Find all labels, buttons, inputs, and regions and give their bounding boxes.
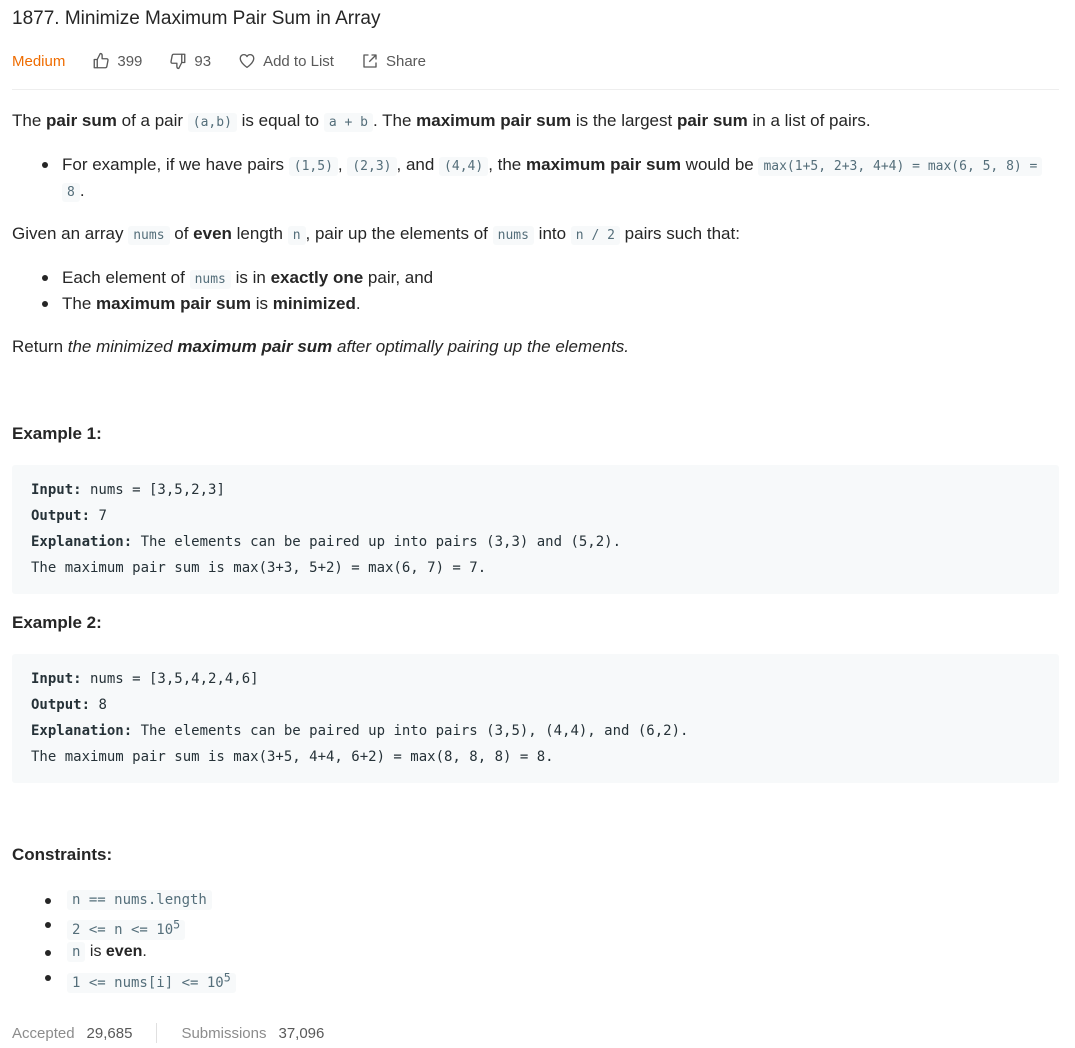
explanation-text: The elements can be paired up into pairs (3,5), (4,4), and (6,2). <box>132 723 689 739</box>
inline-code: (a,b) <box>188 113 237 132</box>
dislike-button[interactable] <box>169 52 211 70</box>
text: 2 <= n <= 10 <box>72 921 174 938</box>
bold-text: maximum pair sum <box>526 155 681 174</box>
italic-text: after optimally pairing up the elements. <box>332 337 630 356</box>
inline-code: nums <box>128 226 169 245</box>
inline-code: nums <box>190 270 231 289</box>
inline-code: n <box>67 942 85 962</box>
inline-code: max(1+5, 2+3, 4+4) = max(6, 5, 8) = <box>758 157 1042 176</box>
stats-divider <box>156 1023 157 1043</box>
bold-text: pair sum <box>676 111 748 130</box>
example-1-title: Example 1: <box>12 424 102 443</box>
inline-code <box>67 970 236 993</box>
text: Each element of <box>62 268 190 287</box>
constraint-item <box>67 941 147 963</box>
text: . The <box>373 111 417 130</box>
inline-code: nums <box>493 226 534 245</box>
text: of a pair <box>116 111 188 130</box>
example-2-explanation-2: The maximum pair sum is max(3+5, 4+4, 6+2) = max(8, 8, 8) = 8. <box>31 749 554 765</box>
like-button[interactable] <box>92 52 142 70</box>
description-bullet-minimized <box>62 291 361 317</box>
text: , pair up the elements of <box>305 224 493 243</box>
text: . <box>79 181 85 200</box>
heart-icon <box>238 52 256 70</box>
bold-text: maximum pair sum <box>96 294 251 313</box>
text: into <box>533 224 571 243</box>
text: , and <box>396 155 440 174</box>
description-bullet-example <box>62 152 1042 180</box>
constraint-item <box>67 889 212 911</box>
inline-code: (1,5) <box>289 157 338 176</box>
explanation-label: Explanation: <box>31 534 133 550</box>
example-2-output <box>31 695 107 715</box>
text: The <box>12 111 47 130</box>
output-label: Output: <box>31 508 91 524</box>
inline-code: n <box>288 226 306 245</box>
text: . <box>142 943 147 960</box>
constraint-item <box>67 913 185 941</box>
constraints-title: Constraints: <box>12 845 113 864</box>
text: is in <box>230 268 271 287</box>
header-divider <box>12 89 1059 90</box>
example-1-box <box>12 465 1059 594</box>
explanation-label: Explanation: <box>31 723 133 739</box>
italic-text: the minimized <box>67 337 178 356</box>
inline-code: (4,4) <box>439 157 488 176</box>
explanation-text: The elements can be paired up into pairs (3,3) and (5,2). <box>132 534 622 550</box>
text: . <box>355 294 361 313</box>
example-2-input <box>31 669 259 689</box>
add-to-list-label: Add to List <box>263 52 334 70</box>
text: is equal to <box>236 111 324 130</box>
share-icon <box>361 52 379 70</box>
bold-text: pair sum <box>46 111 117 130</box>
example-1-output <box>31 506 107 526</box>
text: is the largest <box>571 111 677 130</box>
dislike-count: 93 <box>194 52 212 70</box>
bold-text: exactly one <box>270 268 364 287</box>
text: 1 <= nums[i] <= 10 <box>72 974 224 991</box>
example-2-box <box>12 654 1059 783</box>
inline-code: 8 <box>62 183 80 202</box>
add-to-list-button[interactable] <box>238 52 334 70</box>
share-button[interactable] <box>361 52 426 70</box>
inline-code: a + b <box>324 113 373 132</box>
text: Return <box>12 337 68 356</box>
thumbs-up-icon <box>92 52 110 70</box>
text: The <box>62 294 97 313</box>
text: is <box>250 294 273 313</box>
text: is <box>85 943 106 960</box>
input-label: Input: <box>31 482 82 498</box>
description-bullet-example-cont <box>62 178 85 206</box>
submission-stats <box>12 1023 324 1043</box>
text: pair, and <box>363 268 434 287</box>
inline-code: n / 2 <box>571 226 620 245</box>
submissions-value: 37,096 <box>278 1024 325 1042</box>
constraint-item <box>67 966 236 994</box>
text: , <box>337 155 348 174</box>
share-label: Share <box>385 52 426 70</box>
bold-italic-text: maximum pair sum <box>177 337 333 356</box>
problem-title: 1877. Minimize Maximum Pair Sum in Array <box>12 8 381 29</box>
submissions-label: Submissions <box>181 1024 267 1042</box>
text: pairs such that: <box>619 224 740 243</box>
input-value: nums = [3,5,4,2,4,6] <box>81 671 259 687</box>
bold-text: minimized <box>272 294 356 313</box>
description-paragraph-2 <box>12 221 740 249</box>
inline-code: (2,3) <box>347 157 396 176</box>
example-2-explanation <box>31 721 688 741</box>
text: For example, if we have pairs <box>62 155 289 174</box>
description-paragraph-1 <box>12 108 871 136</box>
input-value: nums = [3,5,2,3] <box>81 482 225 498</box>
output-value: 8 <box>90 697 107 713</box>
superscript: 5 <box>223 970 231 984</box>
like-count: 399 <box>117 52 143 70</box>
input-label: Input: <box>31 671 82 687</box>
description-bullet-exactly-one <box>62 265 433 293</box>
example-1-input <box>31 480 225 500</box>
accepted-label: Accepted <box>12 1024 75 1042</box>
example-1-explanation-2: The maximum pair sum is max(3+3, 5+2) = max(6, 7) = 7. <box>31 560 487 576</box>
inline-code <box>67 917 185 940</box>
problem-meta-row <box>12 48 453 74</box>
description-paragraph-3 <box>12 334 629 360</box>
superscript: 5 <box>173 917 181 931</box>
thumbs-down-icon <box>169 52 187 70</box>
text: Given an array <box>12 224 129 243</box>
bold-text: maximum pair sum <box>416 111 572 130</box>
text: , the <box>488 155 526 174</box>
accepted-value: 29,685 <box>86 1024 133 1042</box>
text: would be <box>680 155 759 174</box>
inline-code: n == nums.length <box>67 890 212 910</box>
output-label: Output: <box>31 697 91 713</box>
text: of <box>169 224 194 243</box>
output-value: 7 <box>90 508 107 524</box>
difficulty-badge: Medium <box>12 52 66 70</box>
example-1-explanation <box>31 532 621 552</box>
example-2-title: Example 2: <box>12 613 102 632</box>
text: length <box>231 224 288 243</box>
text: in a list of pairs. <box>747 111 871 130</box>
bold-text: even <box>193 224 232 243</box>
bold-text: even <box>105 943 143 960</box>
